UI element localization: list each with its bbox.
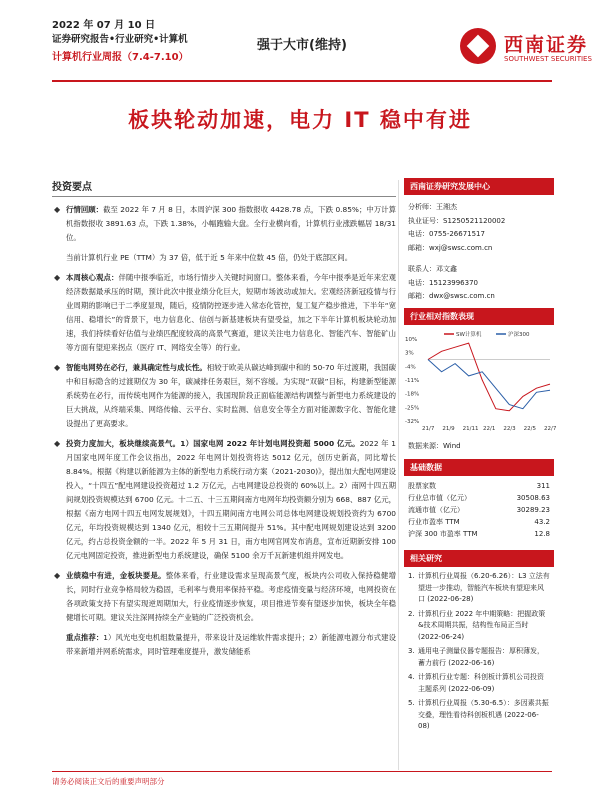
- item-text: 计算机行业周报（6.20-6.26）：L3 立法有望进一步推动，智能汽车板块有望迎来风口 (2022-06-28): [418, 572, 550, 604]
- basic-box-heading: 基础数据: [404, 459, 554, 476]
- y-tick-label: -11%: [405, 377, 420, 384]
- logo-icon: [460, 28, 496, 64]
- x-tick-label: 22/5: [523, 425, 537, 432]
- bullet-icon: ◆: [54, 571, 61, 580]
- x-tick-label: 21/9: [442, 425, 455, 432]
- bullet-icon: ◆: [54, 363, 61, 372]
- bullet-icon: ◆: [54, 273, 61, 282]
- report-type: 证券研究报告•行业研究•计算机: [52, 34, 188, 45]
- investment-points: [52, 178, 396, 665]
- paragraph-pe: [52, 251, 396, 265]
- legend-label: 沪深300: [508, 331, 530, 338]
- item-number: 4.: [408, 673, 415, 682]
- y-tick-label: -4%: [405, 363, 416, 370]
- column-divider: [398, 180, 399, 770]
- item-text: 计算机行业 2022 年中期策略：把握政策&技术周期共振，结构性布局正当时 (2022-06-24): [418, 609, 546, 641]
- row-key: 股票家数: [408, 481, 436, 490]
- table-row: [408, 480, 550, 492]
- row-value: 30289.23: [516, 505, 550, 514]
- contact-phone: 电话：15123996370: [408, 278, 478, 287]
- series-line-0: [428, 343, 550, 411]
- row-value: 12.8: [534, 530, 550, 539]
- report-date: 2022 年 07 月 10 日: [52, 20, 156, 31]
- investment-points-heading: 投资要点: [52, 178, 396, 197]
- paragraph-lead: 业绩稳中有进，金板块要是。: [66, 571, 166, 580]
- legend-label: SW计算机: [456, 331, 482, 338]
- chart-source: 数据来源：Wind: [408, 441, 461, 450]
- item-number: 5.: [408, 699, 415, 708]
- row-key: 行业总市值（亿元）: [408, 493, 471, 502]
- analyst-phone: 电话：0755-26671517: [408, 230, 485, 238]
- logo-text-en: SOUTHWEST SECURITIES: [504, 55, 592, 63]
- series-line-1: [428, 359, 550, 408]
- paragraph-text: 2022 年 1 月国家电网年度工作会议指出，2022 年电网计划投资将达 5012 亿元，创历史新高，同比增长 8.84%。根据《构建以新能源为主体的新型电力系统行动方案（2021-2030)》，提出加大配电网建设投入，“十四五”配电网建设投资超过 1.2 万亿元，占电网建设总投资的 60%以上。2）南网十四五期间规划投资规模达到 6700 亿元。十二五、十三五期间南方电网年均投资额分别为 668、887 亿元，根据《南方电网十四五电网发展规划》，十四五期间南方电网公司总体电网建设规划投资约为 6700 亿元，年均投资规模达到 1340 亿元，相较十三五期间提升 51%。其中配电网规划建设达到 3200 亿元，约占总投资金额的一半。2022 年 5 月 31 日，南方电网官网发布消息，宣布近期新安排 100 亿元电网固定投资，推进新型电力系统建设，确保 5100 余万千瓦新建机组并网发电。: [66, 439, 397, 560]
- paragraph-text: 当前计算机行业 PE（TTM）为 37 倍，低于近 5 年来中位数 45 倍，仍处于底部区间。: [66, 253, 353, 262]
- item-number: 1.: [408, 572, 415, 581]
- table-row: [408, 516, 550, 528]
- paragraph-lead: 行情回顾：: [66, 205, 104, 214]
- index-box-heading: 行业相对指数表现: [404, 308, 554, 325]
- paragraph-text: 伴随中报季临近，市场行情步入关键时间窗口。整体来看，今年中报季是近年来宏观经济数据最承压的时期，预计此次中报业绩分化巨大，短期市场波动或加大。宏观经济新冠疫情与行业周期的影响已于二季度显现，随后，疫情防控逐步进入常态化管控，复工复产稳步推进，下半年“宽信用、稳增长”的背景下，电力信息化、信创与新基建板块有望受益，加之下半年计算机板块轮动加速，我们持续看好估值与业绩匹配度较高的高景气赛道，建议关注电力信息化、智能汽车、智能矿山等方面有望迎来拐点（医疗 IT、网络安全等）的行业。: [66, 273, 396, 352]
- paragraph-lead: 重点推荐：: [66, 633, 104, 642]
- item-number: 3.: [408, 647, 415, 656]
- list-item[interactable]: [408, 571, 550, 606]
- y-tick-label: -32%: [405, 418, 420, 425]
- footer-divider: [52, 771, 552, 772]
- x-tick-label: 21/11: [462, 425, 479, 432]
- related-box-heading: 相关研究: [404, 550, 554, 567]
- row-key: 流通市值（亿元）: [408, 505, 464, 514]
- list-item[interactable]: [408, 672, 550, 695]
- paragraph-lead: 投资力度加大，板块继续高景气。1）国家电网 2022 年计划电网投资超 5000 亿元。: [66, 439, 360, 448]
- analyst-name: 分析师：王湘杰: [408, 203, 457, 211]
- analyst-contact: [404, 195, 554, 308]
- related-research-list: [404, 567, 554, 740]
- row-value: 43.2: [534, 518, 550, 527]
- row-value: 30508.63: [516, 493, 550, 502]
- row-key: 行业市盈率 TTM: [408, 518, 460, 527]
- row-key: 沪深 300 市盈率 TTM: [408, 530, 478, 539]
- rating: 强于大市(维持): [257, 38, 347, 53]
- relative-index-chart: [404, 329, 557, 439]
- row-value: 311: [536, 481, 550, 490]
- header-divider: [52, 80, 552, 82]
- x-tick-label: 22/1: [483, 425, 496, 432]
- company-logo: [460, 28, 600, 72]
- contact-email[interactable]: 邮箱：dwx@swsc.com.cn: [408, 292, 495, 300]
- list-item[interactable]: [408, 646, 550, 669]
- paragraph-investment: [52, 437, 396, 563]
- paragraph-text: 相较于欧美从碳达峰到碳中和的 50-70 年过渡期，我国碳中和目标隐含的过渡期仅为 30 年，碳减排任务艰巨，刻不容缓。为实现“双碳”目标，构建新型能源系统势在必行，而传统电网作为能源的接入，我国现阶段正面临能源结构调整与新型电力系统建设的巨大挑战，从终端采集、网络传输、云平台、实时监测、信息安全等全方面对能源数字化、智能化建设提出了更高要求。: [66, 363, 396, 428]
- paragraph-lead: 本周核心观点：: [66, 273, 119, 282]
- basic-data-table: [404, 476, 554, 545]
- paragraph-text: 整体来看，行业建设需求呈现高景气度，板块内公司收入保持稳健增长，同时行业竞争格局较为稳固，毛利率与费用率保持平稳。考虑疫情变量与经济环境，电网投资在各项政策支持下有望实现逆周期加大，行业疫情逐步恢复，项目推进节奏有望逐步加快，板块全年稳健增长可期。建议关注深网持续全产业链的广泛投资机会。: [66, 571, 396, 622]
- sidebar: [404, 178, 557, 740]
- table-row: [408, 492, 550, 504]
- report-title: 板块轮动加速，电力 IT 稳中有进: [128, 108, 472, 132]
- list-item[interactable]: [408, 609, 550, 644]
- weekly-label: 计算机行业周报（7.4-7.10）: [52, 52, 189, 63]
- list-item[interactable]: [408, 698, 550, 733]
- logo-text-cn: 西南证券: [504, 34, 589, 56]
- table-row: [408, 504, 550, 516]
- bullet-icon: ◆: [54, 439, 61, 448]
- analyst-box-heading: 西南证券研究发展中心: [404, 178, 554, 195]
- analyst-license: 执业证号：S1250521120002: [408, 216, 506, 225]
- paragraph-recommend: [52, 631, 396, 659]
- paragraph-core-view: [52, 271, 396, 355]
- footer-disclaimer: 请务必阅读正文后的重要声明部分: [52, 777, 165, 786]
- item-text: 计算机行业周报（5.30-6.5）：多因素共振交叠，理性看待科创板机遇 (2022-06-08): [418, 699, 549, 731]
- paragraph-text: 1）风光电变电机组数量提升，带来设计及运维软件需求提升；2）新能源电源分布式建设带来新增并网系统需求，同时管理难度提升，激发储能系: [66, 633, 396, 656]
- item-text: 通用电子测量仪器专题报告：厚积薄发，蓄力前行 (2022-06-16): [418, 647, 544, 667]
- report-header: [52, 14, 592, 84]
- y-tick-label: -18%: [405, 391, 420, 398]
- paragraph-market-review: [52, 203, 396, 245]
- paragraph-smart-grid: [52, 361, 396, 431]
- y-tick-label: 3%: [405, 350, 414, 357]
- chart-svg: [404, 329, 557, 439]
- table-row: [408, 528, 550, 540]
- paragraph-text: 截至 2022 年 7 月 8 日，本周沪深 300 指数报收 4428.78 点，下跌 0.85%；中万计算机指数报收 3891.63 点，下跌 1.38%，小幅跑输大盘。全行业横向看，计算机行业涨跌幅居 18/31 位。: [66, 205, 396, 242]
- bullet-icon: ◆: [54, 205, 61, 214]
- x-tick-label: 21/7: [422, 425, 435, 432]
- paragraph-performance: [52, 569, 396, 625]
- item-number: 2.: [408, 609, 415, 618]
- item-text: 计算机行业专题：科创板计算机公司投资主题系列 (2022-06-09): [418, 673, 544, 693]
- analyst-email[interactable]: 邮箱：wxj@swsc.com.cn: [408, 243, 493, 252]
- paragraph-lead: 智能电网势在必行，兼具确定性与成长性。: [66, 363, 207, 372]
- y-tick-label: 10%: [405, 336, 418, 343]
- x-tick-label: 22/3: [503, 425, 516, 432]
- y-tick-label: -25%: [405, 404, 420, 411]
- x-tick-label: 22/7: [544, 425, 557, 432]
- contact-name: 联系人：邓文鑫: [408, 265, 457, 273]
